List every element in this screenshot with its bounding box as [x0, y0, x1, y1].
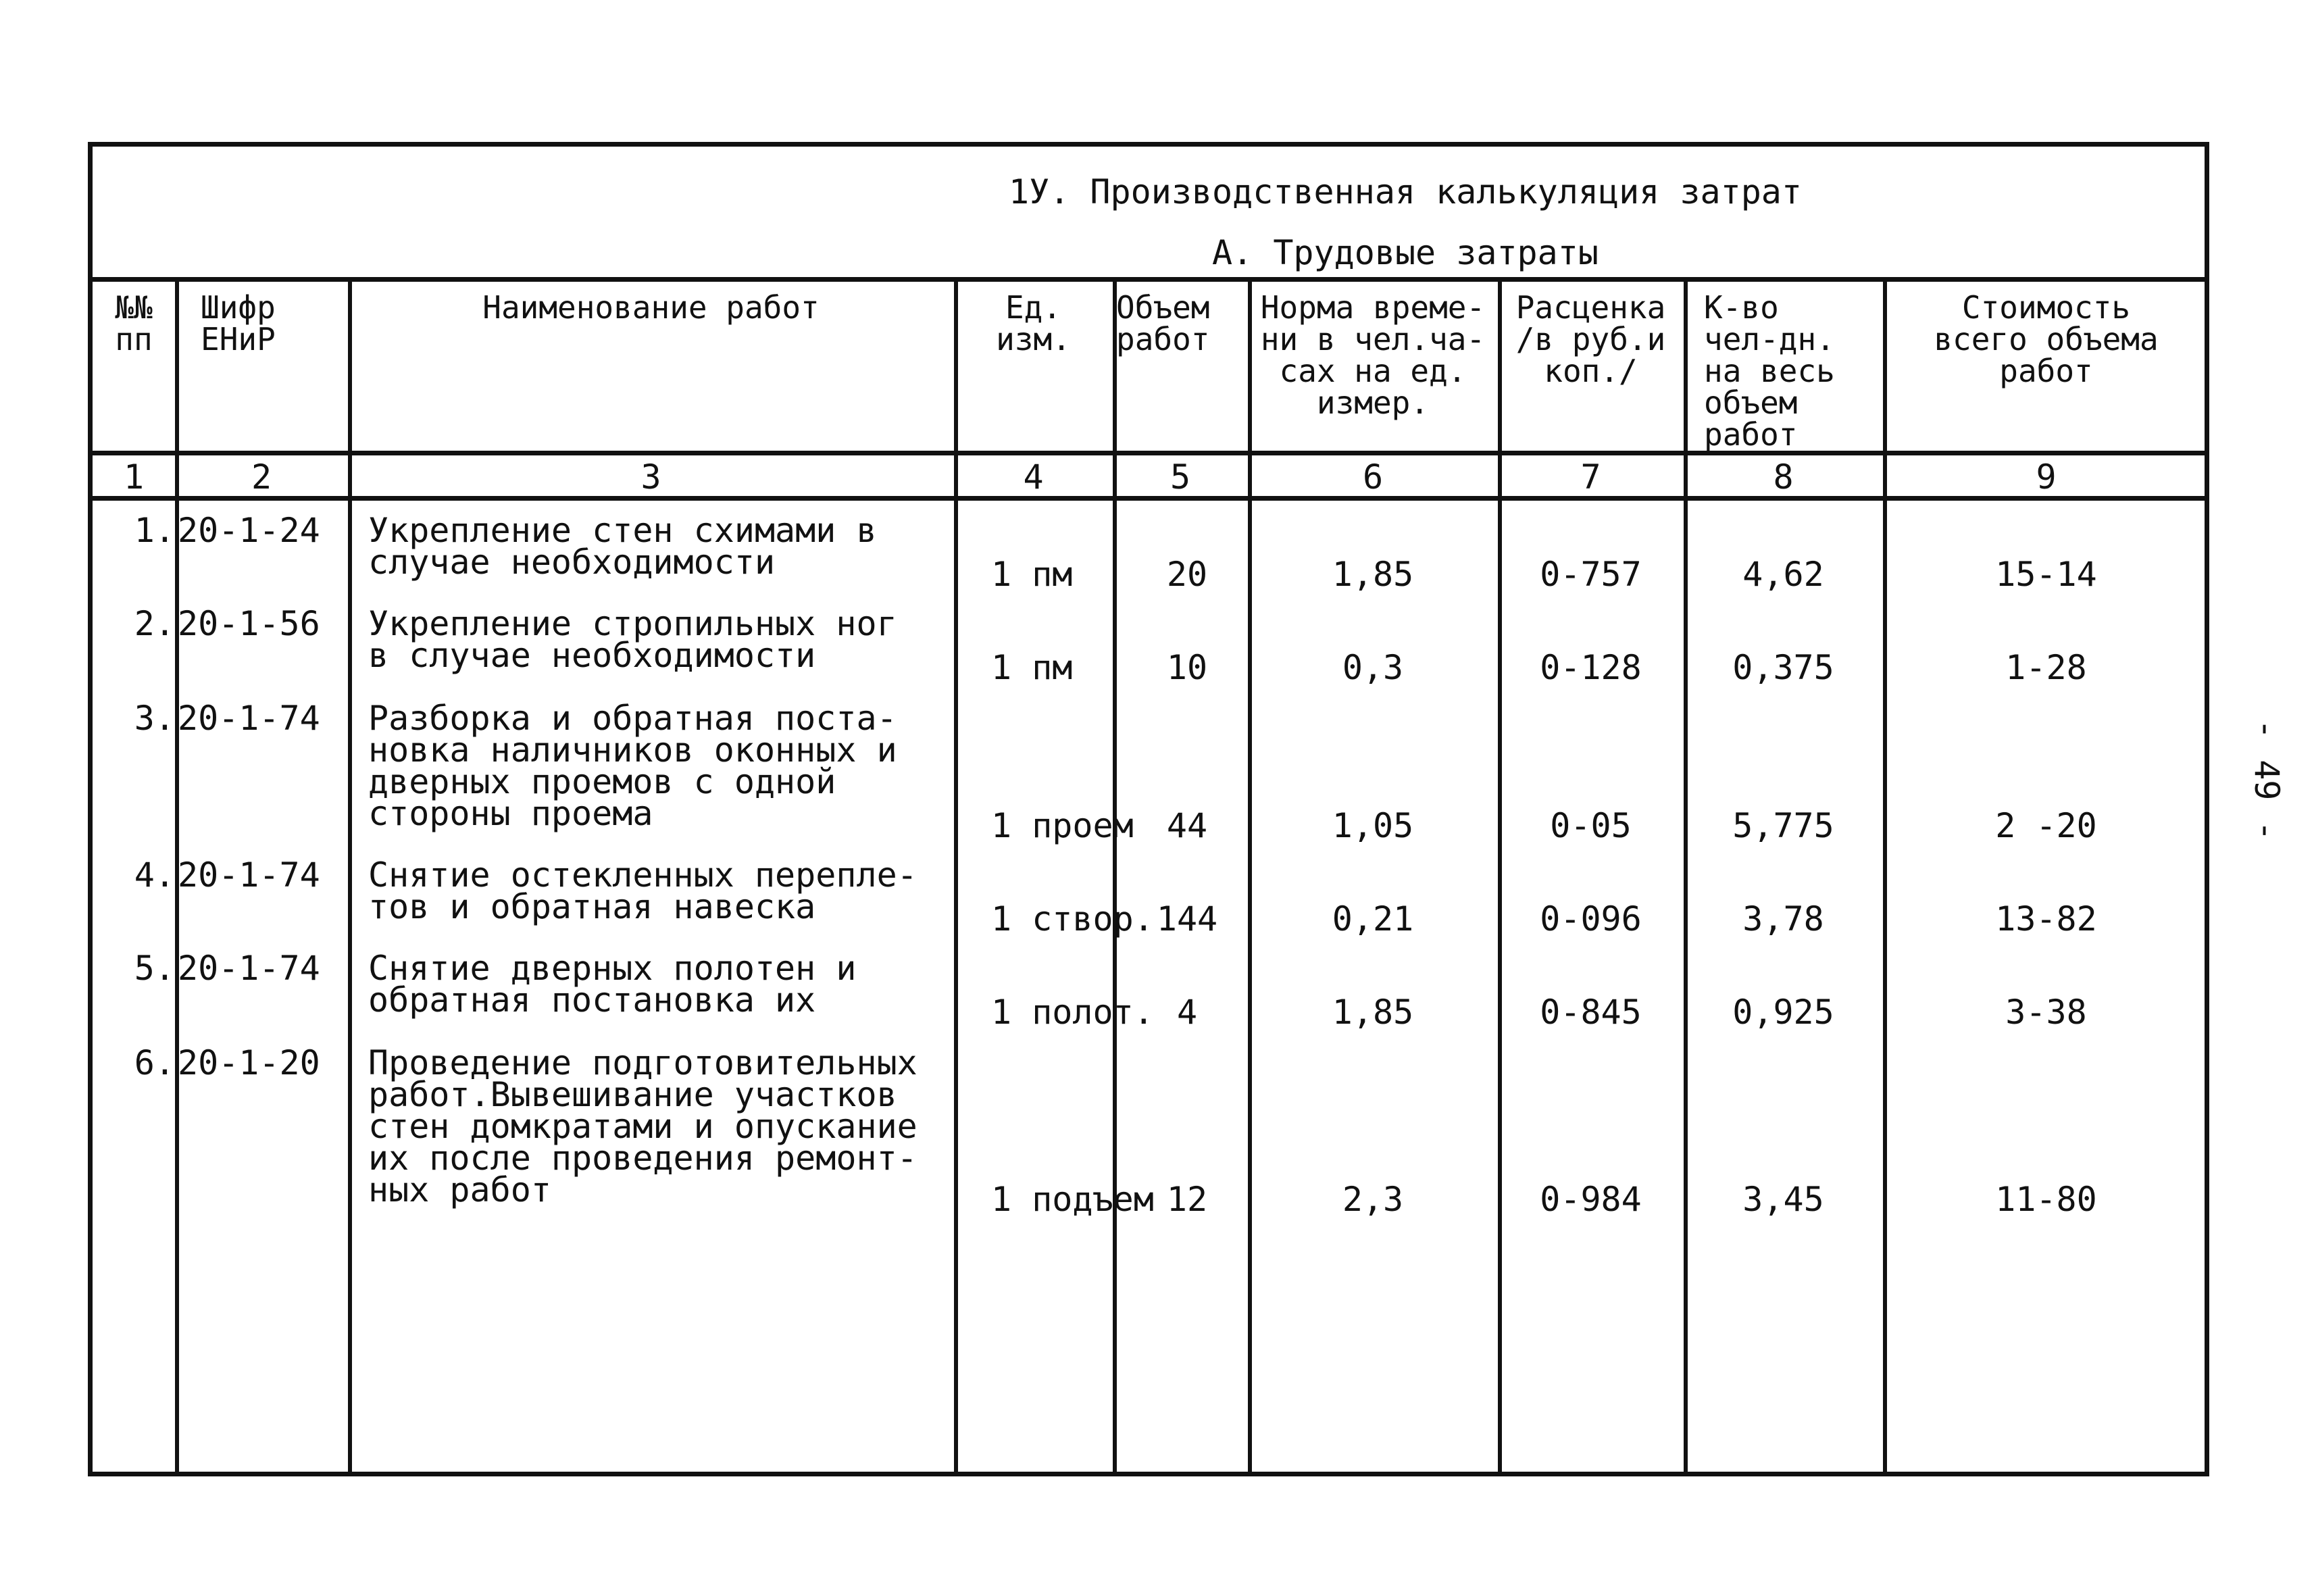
row-unit: 1 подъем: [991, 1180, 1154, 1219]
row-code: 20-1-74: [178, 855, 320, 895]
row-index: 3.: [134, 699, 175, 738]
header-name: Наименование работ: [482, 289, 820, 326]
row-cost: 11-80: [1995, 1180, 2097, 1219]
row-index: 1.: [134, 511, 175, 550]
row-rate: 0-096: [1540, 899, 1642, 939]
row-name: Разборка и обратная поста- новка наличников оконных и дверных проемов с одной стороны проема: [368, 699, 897, 833]
row-unit: 1 пм: [991, 648, 1073, 687]
column-number: 2: [251, 457, 272, 497]
column-number: 3: [640, 457, 661, 497]
row-norm: 1,85: [1332, 555, 1414, 594]
row-cost: 1-28: [2005, 648, 2087, 687]
row-volume: 12: [1166, 1180, 1208, 1219]
row-name: Проведение подготовительных работ.Вывешивание участков стен домкратами и опускание их после проведения ремонт- ных работ: [368, 1043, 917, 1210]
column-number: 7: [1580, 457, 1601, 497]
column-number: 6: [1362, 457, 1384, 497]
row-rate: 0-128: [1540, 648, 1642, 687]
row-rate: 0-984: [1540, 1180, 1642, 1219]
row-mandays: 0,925: [1732, 993, 1834, 1032]
page-number: - 49 -: [2247, 719, 2286, 841]
document-sheet: [88, 142, 2209, 1476]
row-name: Снятие остекленных перепле- тов и обратная навеска: [368, 855, 917, 926]
column-number: 8: [1773, 457, 1794, 497]
row-volume: 144: [1156, 899, 1218, 939]
row-index: 4.: [134, 855, 175, 895]
header-unit: Ед. изм.: [996, 289, 1071, 357]
row-index: 5.: [134, 949, 175, 988]
column-numbers-rule: [93, 496, 2205, 501]
header-volume: Объем работ: [1116, 289, 1210, 357]
row-norm: 2,3: [1342, 1180, 1404, 1219]
row-cost: 13-82: [1995, 899, 2097, 939]
row-name: Укрепление стропильных ног в случае необходимости: [368, 604, 897, 675]
row-volume: 20: [1166, 555, 1208, 594]
document-subtitle: А. Трудовые затраты: [1212, 233, 1599, 272]
column-number: 1: [123, 457, 145, 497]
row-mandays: 5,775: [1732, 806, 1834, 845]
document-title: 1У. Производственная калькуляция затрат: [1009, 172, 1802, 211]
row-rate: 0-05: [1550, 806, 1632, 845]
row-unit: 1 створ.: [991, 899, 1154, 939]
row-volume: 4: [1176, 993, 1198, 1032]
row-rate: 0-845: [1540, 993, 1642, 1032]
row-mandays: 3,78: [1742, 899, 1824, 939]
row-unit: 1 пм: [991, 555, 1073, 594]
column-number: 4: [1023, 457, 1044, 497]
header-cost: Стоимость всего объема работ: [1934, 289, 2159, 389]
row-code: 20-1-74: [178, 949, 320, 988]
header-code: Шифр ЕНиР: [201, 289, 276, 357]
header-top-rule: [93, 277, 2205, 282]
header-norm: Норма време- ни в чел.ча- сах на ед. измер.: [1260, 289, 1486, 421]
column-number: 9: [2036, 457, 2057, 497]
row-code: 20-1-56: [178, 604, 320, 643]
column-number: 5: [1169, 457, 1191, 497]
row-volume: 10: [1166, 648, 1208, 687]
row-volume: 44: [1166, 806, 1208, 845]
row-cost: 3-38: [2005, 993, 2087, 1032]
row-norm: 0,21: [1332, 899, 1414, 939]
row-norm: 1,85: [1332, 993, 1414, 1032]
header-bottom-rule: [93, 451, 2205, 455]
row-norm: 1,05: [1332, 806, 1414, 845]
row-unit: 1 полот.: [991, 993, 1154, 1032]
row-cost: 15-14: [1995, 555, 2097, 594]
row-mandays: 3,45: [1742, 1180, 1824, 1219]
header-index: №№ пп: [115, 289, 153, 357]
header-rate: Расценка /в руб.и коп./: [1515, 289, 1666, 389]
row-code: 20-1-24: [178, 511, 320, 550]
row-name: Снятие дверных полотен и обратная постановка их: [368, 949, 857, 1020]
row-mandays: 4,62: [1742, 555, 1824, 594]
header-mandays: К-во чел-дн. на весь объем работ: [1704, 289, 1835, 453]
row-code: 20-1-20: [178, 1043, 320, 1082]
row-norm: 0,3: [1342, 648, 1404, 687]
row-mandays: 0,375: [1732, 648, 1834, 687]
row-code: 20-1-74: [178, 699, 320, 738]
row-index: 6.: [134, 1043, 175, 1082]
row-name: Укрепление стен схимами в случае необходимости: [368, 511, 877, 582]
row-index: 2.: [134, 604, 175, 643]
row-cost: 2 -20: [1995, 806, 2097, 845]
row-rate: 0-757: [1540, 555, 1642, 594]
row-unit: 1 проем: [991, 806, 1134, 845]
